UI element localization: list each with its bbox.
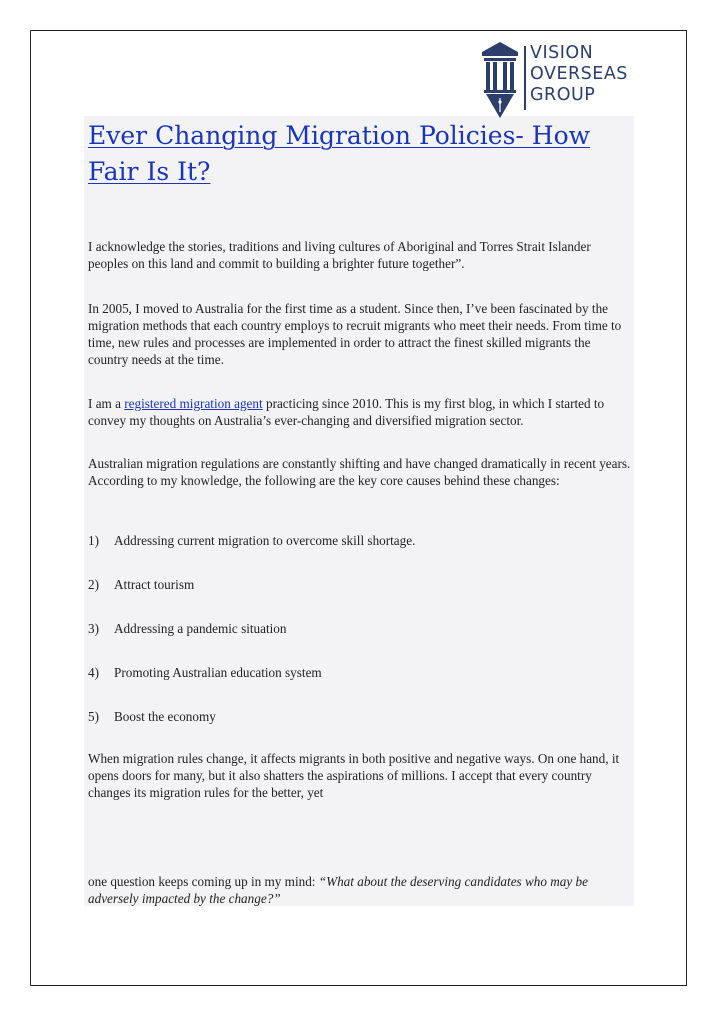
list-text: Boost the economy <box>114 709 216 724</box>
paragraph-impact: When migration rules change, it affects migrants in both positive and negative ways. On one hand, it opens doors for many, but it also shatters the aspirations of millions. I accept that every country changes its migration rules for the better, yet <box>88 751 620 800</box>
p6-before: one question keeps coming up in my mind: <box>88 874 319 889</box>
list-item <box>88 532 628 549</box>
paragraph-about-author <box>88 395 633 429</box>
registered-migration-agent-link[interactable]: registered migration agent <box>124 396 263 411</box>
list-item <box>88 664 628 681</box>
paragraph-question <box>88 873 633 907</box>
list-text: Promoting Australian education system <box>114 665 322 680</box>
logo-line-1: VISION <box>530 43 594 63</box>
list-number: 1) <box>88 533 99 548</box>
p3-before: I am a <box>88 396 125 411</box>
paragraph-acknowledgement: I acknowledge the stories, traditions and living cultures of Aboriginal and Torres Strait Islander peoples on this land and commit to building a brighter future together”. <box>88 239 591 271</box>
p3-after: practicing since 2010. This is my first blog, in which I started to convey my thoughts on Australia’s ever-changing and diversified migration sector. <box>88 396 605 428</box>
list-number: 4) <box>88 665 99 680</box>
list-item <box>88 620 628 637</box>
list-text: Addressing current migration to overcome skill shortage. <box>114 533 416 548</box>
logo-line-3: GROUP <box>530 85 596 105</box>
paragraph-intro: In 2005, I moved to Australia for the first time as a student. Since then, I’ve been fascinated by the migration methods that each country employs to recruit migrants who meet their needs. From time to time, new rules and processes are implemented in order to attract the finest skilled migrants the country needs at the time. <box>88 301 622 367</box>
list-text: Addressing a pandemic situation <box>114 621 287 636</box>
list-number: 2) <box>88 577 99 592</box>
list-number: 5) <box>88 709 99 724</box>
list-text: Attract tourism <box>114 577 195 592</box>
question-quote: “What about the deserving candidates who may be adversely impacted by the change?” <box>88 874 588 906</box>
list-item <box>88 576 628 593</box>
list-item <box>88 708 628 725</box>
vision-overseas-logo <box>478 40 648 120</box>
logo-divider <box>524 46 526 110</box>
logo-wordmark <box>530 43 628 106</box>
pillar-pen-icon <box>478 40 522 120</box>
list-number: 3) <box>88 621 99 636</box>
page-title[interactable]: Ever Changing Migration Policies- How Fair Is It? <box>88 121 591 186</box>
logo-line-2: OVERSEAS <box>530 64 628 84</box>
paragraph-causes-intro: Australian migration regulations are constantly shifting and have changed dramatically in recent years. According to my knowledge, the following are the key core causes behind these changes: <box>88 456 631 488</box>
